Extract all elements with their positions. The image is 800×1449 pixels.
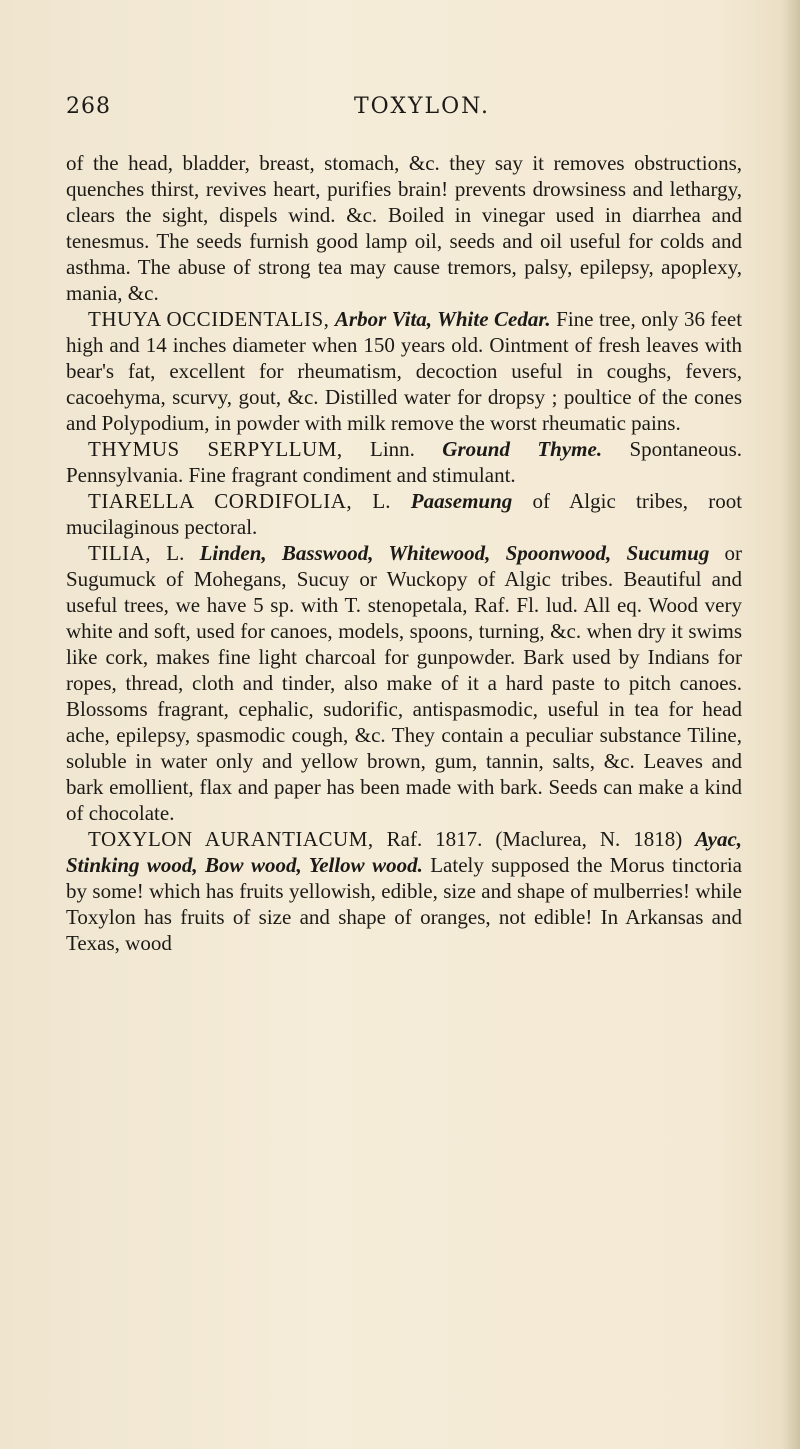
entry-text: or Sugumuck of Mohegans, Sucuy or Wuckopy of Algic tribes. Beautiful and useful trees, we have 5 sp. with T. stenopetala, Raf. Fl. lud. All eq. Wood very white and soft, used for canoes, models, spoons, turning, &c. when dry it swims like cork, makes fine light charcoal for gunpowder. Bark used by Indians for ropes, thread, cloth and tinder, also make of it a hard paste to pitch canoes. Blossoms fragrant, cephalic, sudorific, antispasmodic, useful in tea for head ache, epilepsy, spasmodic cough, &c. They contain a peculiar substance Tiline, soluble in water only and yellow brown, gum, tannin, salts, &c. Leaves and bark emollient, flax and paper has been made with bark. Seeds can make a kind of chocolate. [66,541,743,825]
page-edge-shadow [782,0,800,1449]
entry-common-names: Linden, Basswood, Whitewood, Spoonwood, Sucumug [199,541,710,565]
entry-text: Lately supposed the Morus tinctoria by some! which has fruits yellowish, edible, size and shape of mulberries! while Toxylon has fruits of size and shape of oranges, not edible! In Arkansas and Texas, wood [66,853,742,955]
paragraph-continuation [66,150,742,306]
entry-thymus [66,436,742,488]
entry-name: TIARELLA CORDIFOLIA, [88,489,353,513]
body-text [66,150,742,956]
entry-authority: Raf. 1817. (Maclurea, N. 1818) [386,827,683,851]
entry-name: THYMUS SERPYLLUM, [88,437,343,461]
entry-toxylon [66,826,742,956]
entry-common-names: Ayac, Stinking wood, Bow wood, Yellow wood. [66,827,743,877]
entry-common-names: Paasemung [410,489,513,513]
entry-common-names: Ground Thyme. [442,437,603,461]
entry-common-names: Arbor Vita, White Cedar. [334,307,551,331]
entry-name: THUYA OCCIDENTALIS, [88,307,330,331]
entry-name: TILIA, [88,541,152,565]
entry-authority: L. [166,541,185,565]
entry-text: Spontaneous. Pennsylvania. Fine fragrant condiment and stimulant. [66,437,743,487]
entry-thuya [66,306,742,436]
entry-text: of Algic tribes, root mucilaginous pectoral. [66,489,743,539]
entry-tilia [66,540,742,826]
entry-name: TOXYLON AURANTIACUM, [88,827,374,851]
entry-text: Fine tree, only 36 feet high and 14 inches diameter when 150 years old. Ointment of fresh leaves with bear's fat, excellent for rheumatism, decoction useful in coughs, fevers, cacoehyma, scurvy, gout, &c. Distilled water for dropsy ; poultice of the cones and Polypodium, in powder with milk remove the worst rheumatic pains. [66,307,743,435]
page-header [66,94,726,124]
entry-tiarella [66,488,742,540]
running-head: TOXYLON. [354,94,490,119]
page-number: 268 [66,94,111,119]
paragraph-text: of the head, bladder, breast, stomach, &c. they say it removes obstructions, quenches thirst, revives heart, purifies brain! prevents drowsiness and lethargy, clears the sight, dispels wind. &c. Boiled in vinegar used in diarrhea and tenesmus. The seeds furnish good lamp oil, seeds and oil useful for colds and asthma. The abuse of strong tea may cause tremors, palsy, epilepsy, apoplexy, mania, &c. [66,151,742,305]
entry-authority: L. [372,489,391,513]
entry-authority: Linn. [370,437,415,461]
